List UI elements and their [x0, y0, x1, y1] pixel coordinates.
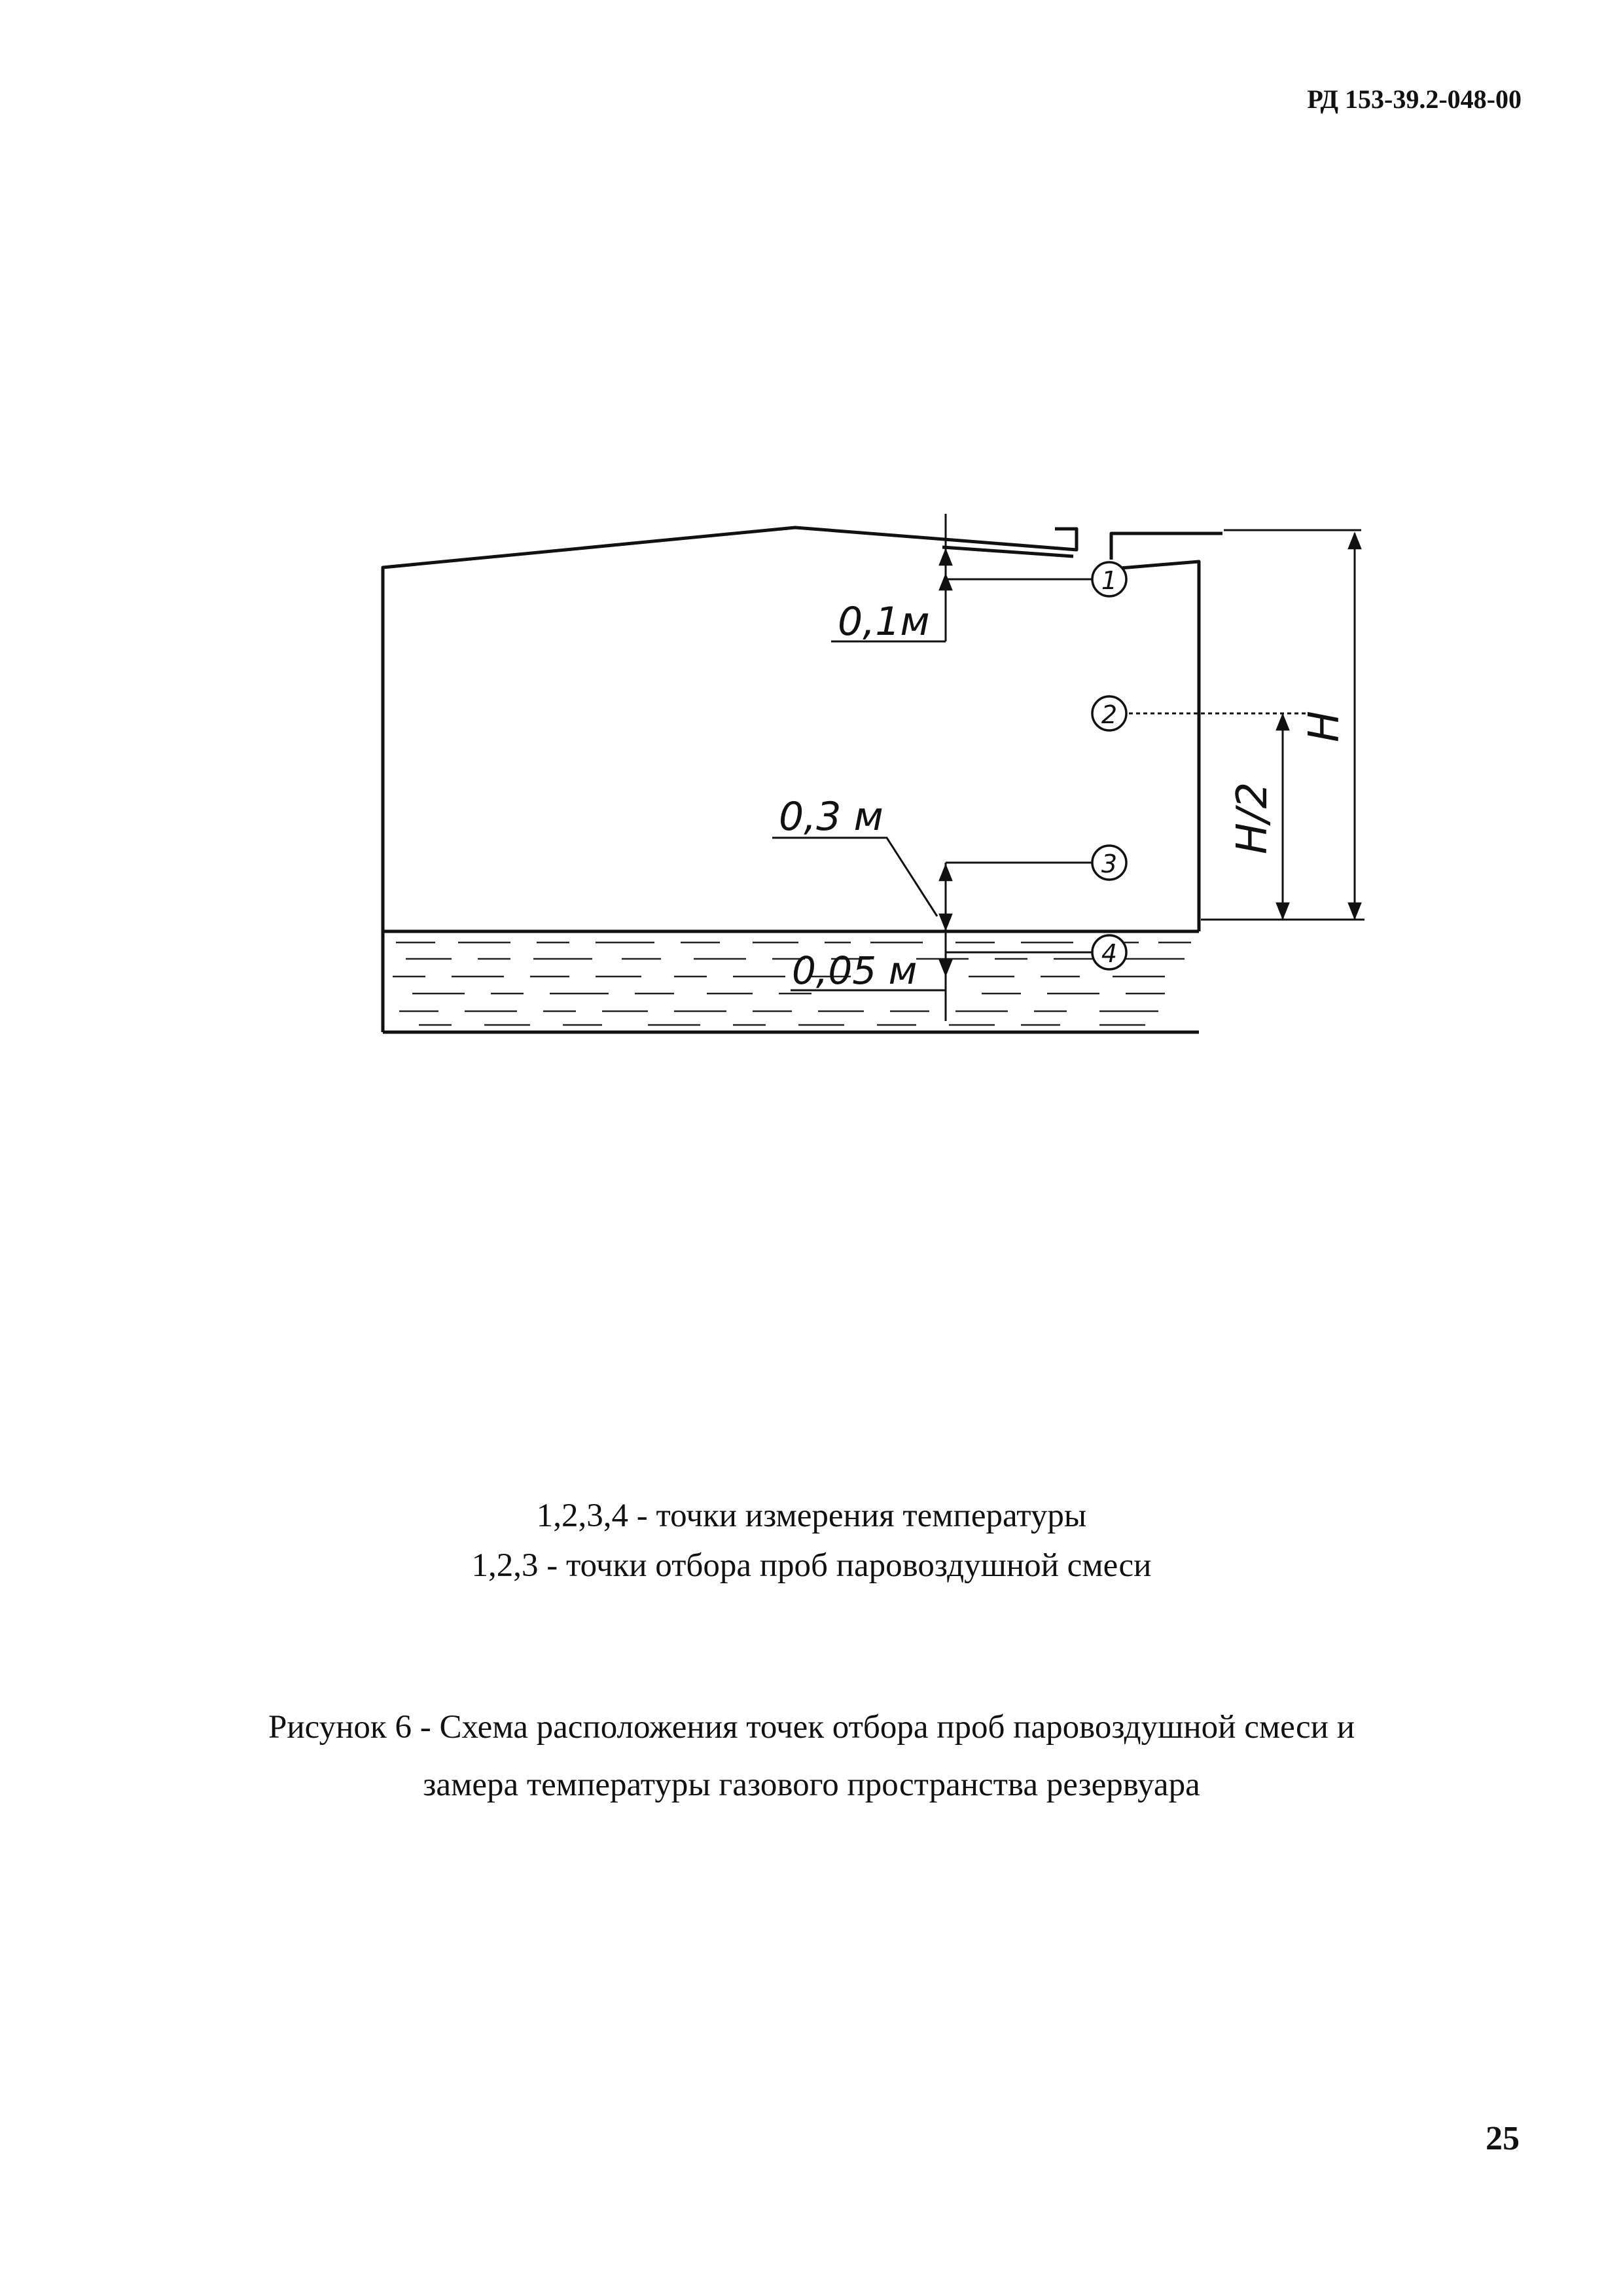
figure-caption: [0, 1698, 1623, 1814]
legend: [0, 1491, 1623, 1590]
legend-line-2: 1,2,3 - точки отбора проб паровоздушной смеси: [471, 1547, 1152, 1584]
point-4-label: 4: [1101, 939, 1118, 968]
caption-line-1: Рисунок 6 - Схема расположения точек отбора проб паровоздушной смеси и: [268, 1709, 1355, 1746]
measurement-lines: [772, 514, 1364, 1021]
legend-line-1: 1,2,3,4 - точки измерения температуры: [536, 1498, 1087, 1534]
point-3-label: 3: [1101, 850, 1118, 878]
document-code: РД 153-39.2-048-00: [1307, 84, 1522, 114]
point-1-label: 1: [1101, 566, 1118, 595]
dimension-top-offset: 0,1м: [838, 599, 930, 645]
dimension-bottom-offset: 0,3 м: [779, 794, 883, 840]
dimension-half-height: H/2: [1228, 781, 1277, 855]
measurement-points: [1092, 562, 1126, 969]
page-number: 25: [1486, 2120, 1520, 2157]
dimension-liquid-offset: 0,05 м: [792, 948, 918, 993]
dimension-full-height: H: [1300, 710, 1349, 743]
point-2-label: 2: [1101, 700, 1118, 729]
caption-line-2: замера температуры газового пространства резервуара: [423, 1767, 1200, 1803]
